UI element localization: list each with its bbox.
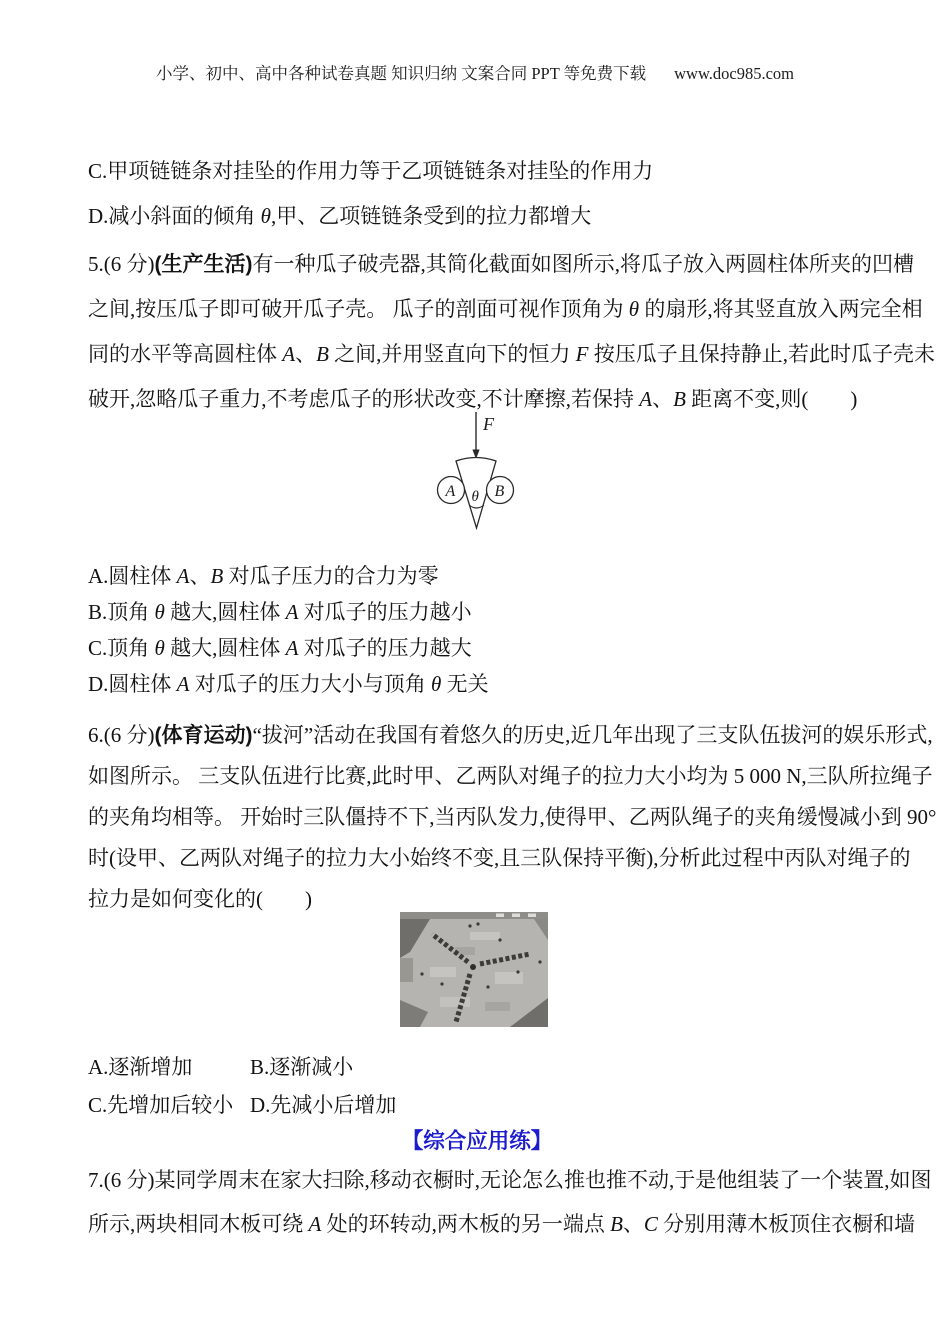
- rope-knot: [470, 964, 476, 970]
- force-label: F: [483, 414, 494, 434]
- q6-option-b: B.逐渐减小: [250, 1055, 354, 1079]
- q4-option-d: D.减小斜面的倾角 θ,甲、乙项链链条受到的拉力都增大: [88, 204, 592, 228]
- q6-stem-line-5: 拉力是如何变化的( ): [88, 887, 312, 911]
- q5-option-c: C.顶角 θ 越大,圆柱体 A 对瓜子的压力越大: [88, 636, 472, 660]
- seed-cracker-diagram: [419, 408, 559, 540]
- q6-stem: [0, 715, 950, 920]
- q5-option-d: D.圆柱体 A 对瓜子的压力大小与顶角 θ 无关: [88, 672, 489, 696]
- q5-stem: [0, 242, 950, 422]
- watermark-url: www.doc985.com: [674, 64, 795, 83]
- q6-option-d: D.先减小后增加: [250, 1093, 397, 1117]
- q5-stem-line-3: 同的水平等高圆柱体 A、B 之间,并用竖直向下的恒力 F 按压瓜子且保持静止,若此时瓜子壳未: [88, 342, 935, 366]
- q5-stem-line-2: 之间,按压瓜子即可破开瓜子壳。 瓜子的剖面可视作顶角为 θ 的扇形,将其竖直放入两完全相: [88, 297, 923, 321]
- q6-options: [0, 1048, 950, 1124]
- q7-stem-line-2: 所示,两块相同木板可绕 A 处的环转动,两木板的另一端点 B、C 分别用薄木板顶住衣橱和墙: [88, 1212, 916, 1236]
- q4-option-c: C.甲项链链条对挂坠的作用力等于乙项链链条对挂坠的作用力: [88, 159, 654, 183]
- q4-options-tail: [0, 149, 950, 239]
- q5-option-b: B.顶角 θ 越大,圆柱体 A 对瓜子的压力越小: [88, 600, 472, 624]
- tug-of-war-photo-image: [400, 912, 548, 1027]
- angle-label: θ: [471, 489, 479, 505]
- cylinder-a-label: A: [445, 483, 456, 500]
- q6-stem-line-1: 6.(6 分)(体育运动)“拔河”活动在我国有着悠久的历史,近几年出现了三支队伍拔河的娱乐形式,: [88, 723, 933, 747]
- q6-option-c: C.先增加后较小: [88, 1093, 234, 1117]
- q6-option-a: A.逐渐增加: [88, 1055, 193, 1079]
- watermark-tagline: 小学、初中、高中各种试卷真题 知识归纳 文案合同 PPT 等免费下载: [155, 64, 647, 83]
- q6-options-row-2: [88, 1086, 866, 1124]
- header-watermark: [0, 0, 950, 85]
- q5-stem-line-4: 破开,忽略瓜子重力,不考虑瓜子的形状改变,不计摩擦,若保持 A、B 距离不变,则( ): [88, 387, 858, 411]
- cylinder-b-label: B: [494, 483, 505, 500]
- section-header-comprehensive-practice: 【综合应用练】: [401, 1129, 553, 1153]
- q7-stem-line-1: 7.(6 分)某同学周末在家大扫除,移动衣橱时,无论怎么推也推不动,于是他组装了一个装置,如图: [88, 1168, 932, 1192]
- q6-options-row-1: [88, 1048, 866, 1086]
- q5-options: [0, 558, 950, 702]
- tug-of-war-photo: [400, 912, 548, 1027]
- q6-stem-line-3: 的夹角均相等。 开始时三队僵持不下,当丙队发力,使得甲、乙两队绳子的夹角缓慢减小到 90°: [88, 805, 937, 829]
- q6-stem-line-2: 如图所示。 三支队伍进行比赛,此时甲、乙两队对绳子的拉力大小均为 5 000 N,三队所拉绳子: [88, 764, 933, 788]
- q5-option-a: A.圆柱体 A、B 对瓜子压力的合力为零: [88, 564, 439, 588]
- q6-stem-line-4: 时(设甲、乙两队对绳子的拉力大小始终不变,且三队保持平衡),分析此过程中丙队对绳子的: [88, 846, 911, 870]
- q5-figure: [419, 408, 559, 540]
- q7-stem: [0, 1158, 950, 1246]
- q5-stem-line-1: 5.(6 分)(生产生活)有一种瓜子破壳器,其简化截面如图所示,将瓜子放入两圆柱体所夹的凹槽: [88, 252, 914, 276]
